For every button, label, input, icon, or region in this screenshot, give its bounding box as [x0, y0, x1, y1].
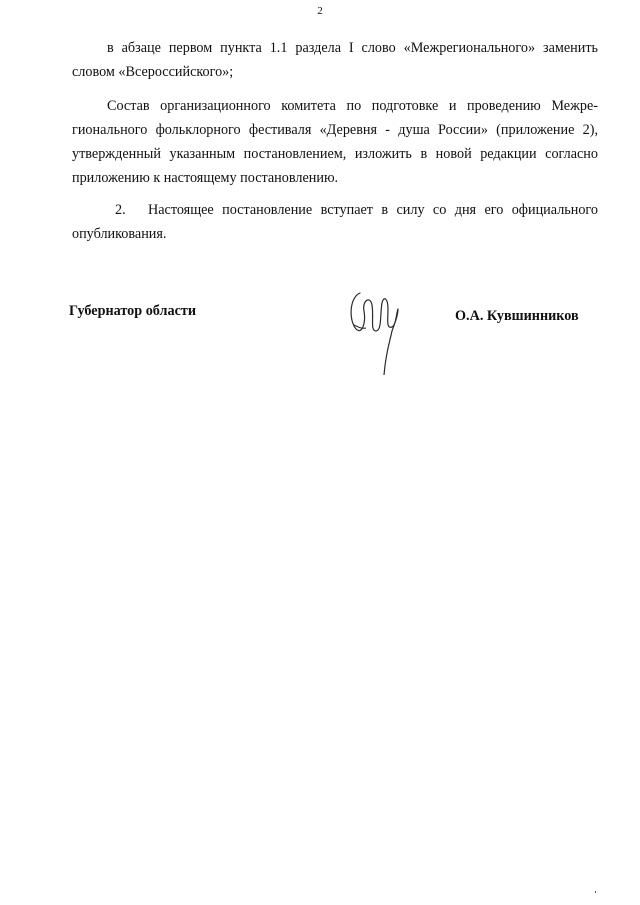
scan-speck	[595, 891, 596, 893]
item-number: 2.	[115, 202, 126, 218]
signatory-name: О.А. Кувшинников	[455, 308, 579, 324]
page-number: 2	[317, 5, 323, 17]
paragraph-line: приложению к настоящему постановлению.	[72, 170, 339, 186]
paragraph-line: Состав организационного комитета по подготовке и проведению Межре-	[107, 98, 598, 114]
paragraph-line: гионального фольклорного фестиваля «Деревня - душа России» (приложение 2),	[72, 122, 598, 138]
paragraph-line: утвержденный указанным постановлением, изложить в новой редакции согласно	[72, 146, 598, 162]
paragraph-line: опубликования.	[72, 226, 167, 242]
signatory-title: Губернатор области	[69, 303, 197, 319]
paragraph-line: Настоящее постановление вступает в силу со дня его официального	[148, 202, 598, 218]
handwritten-signature	[346, 287, 406, 375]
paragraph-line: словом «Всероссийского»;	[72, 64, 234, 80]
paragraph-line: в абзаце первом пункта 1.1 раздела I слово «Межрегионального» заменить	[107, 40, 598, 56]
